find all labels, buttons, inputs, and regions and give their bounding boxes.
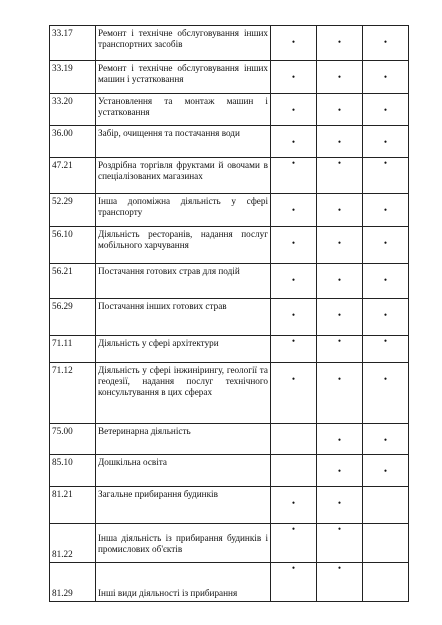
activity-name: Ремонт і технічне обслуговування інших машин і устатковання xyxy=(96,61,271,94)
bullet-mark: • xyxy=(337,158,342,168)
activity-code: 33.20 xyxy=(50,94,96,126)
activity-name: Установлення та монтаж машин і устатковання xyxy=(96,94,271,126)
activity-name: Постачання інших готових страв xyxy=(96,299,271,336)
mark-cell xyxy=(317,336,363,363)
mark-cell xyxy=(363,363,409,424)
bullet-mark: • xyxy=(383,72,388,82)
mark-cell xyxy=(271,227,317,264)
activity-code: 33.19 xyxy=(50,61,96,94)
activity-name: Інша допоміжна діяльність у сфері транспорту xyxy=(96,194,271,227)
mark-cell xyxy=(363,26,409,61)
bullet-mark: • xyxy=(291,498,296,508)
bullet-mark: • xyxy=(383,158,388,168)
bullet-mark: • xyxy=(383,435,388,445)
activity-name: Діяльність у сфері інжинірингу, геології та геодезії, надання послуг технічного консультування в цих сферах xyxy=(96,363,271,424)
bullet-mark: • xyxy=(383,238,388,248)
bullet-mark: • xyxy=(291,275,296,285)
activity-code: 56.10 xyxy=(50,227,96,264)
table-row xyxy=(50,524,409,563)
activity-code: 56.29 xyxy=(50,299,96,336)
bullet-mark: • xyxy=(291,238,296,248)
kved-activity-table xyxy=(49,25,409,602)
table-row xyxy=(50,26,409,61)
table-row xyxy=(50,61,409,94)
bullet-mark: • xyxy=(337,72,342,82)
bullet-mark: • xyxy=(337,310,342,320)
activity-code: 36.00 xyxy=(50,126,96,158)
activity-code: 81.21 xyxy=(50,487,96,524)
activity-code: 81.29 xyxy=(50,563,96,602)
bullet-mark: • xyxy=(383,275,388,285)
bullet-mark: • xyxy=(291,137,296,147)
table-row xyxy=(50,563,409,602)
bullet-mark: • xyxy=(291,205,296,215)
bullet-mark: • xyxy=(291,524,296,534)
bullet-mark: • xyxy=(291,72,296,82)
mark-cell xyxy=(363,158,409,194)
mark-cell xyxy=(271,26,317,61)
bullet-mark: • xyxy=(291,563,296,573)
bullet-mark: • xyxy=(383,466,388,476)
bullet-mark: • xyxy=(383,205,388,215)
bullet-mark: • xyxy=(337,238,342,248)
mark-cell xyxy=(271,563,317,602)
activity-name: Ветеринарна діяльність xyxy=(96,424,271,455)
mark-cell xyxy=(271,94,317,126)
activity-name: Інша діяльність із прибирання будинків і промислових об'єктів xyxy=(96,524,271,563)
bullet-mark: • xyxy=(337,374,342,384)
mark-cell xyxy=(363,126,409,158)
bullet-mark: • xyxy=(337,336,342,346)
mark-cell xyxy=(271,487,317,524)
activity-code: 71.12 xyxy=(50,363,96,424)
bullet-mark: • xyxy=(337,275,342,285)
bullet-mark: • xyxy=(291,158,296,168)
bullet-mark: • xyxy=(383,310,388,320)
mark-cell xyxy=(363,455,409,487)
mark-cell xyxy=(317,94,363,126)
bullet-mark: • xyxy=(383,137,388,147)
activity-name: Забір, очищення та постачання води xyxy=(96,126,271,158)
activity-name: Діяльність у сфері архітектури xyxy=(96,336,271,363)
table-row xyxy=(50,424,409,455)
mark-cell xyxy=(271,336,317,363)
activity-name: Інші види діяльності із прибирання xyxy=(96,563,271,602)
activity-code: 47.21 xyxy=(50,158,96,194)
mark-cell xyxy=(271,363,317,424)
activity-code: 56.21 xyxy=(50,264,96,299)
mark-cell xyxy=(271,524,317,563)
mark-cell xyxy=(271,126,317,158)
table-row xyxy=(50,126,409,158)
bullet-mark: • xyxy=(337,466,342,476)
mark-cell xyxy=(317,26,363,61)
activity-code: 85.10 xyxy=(50,455,96,487)
mark-cell xyxy=(317,563,363,602)
activity-name: Діяльність ресторанів, надання послуг мобільного харчування xyxy=(96,227,271,264)
mark-cell xyxy=(317,455,363,487)
mark-cell xyxy=(363,61,409,94)
bullet-mark: • xyxy=(337,105,342,115)
table-row xyxy=(50,94,409,126)
activity-code: 81.22 xyxy=(50,524,96,563)
bullet-mark: • xyxy=(383,336,388,346)
activity-name: Загальне прибирання будинків xyxy=(96,487,271,524)
mark-cell xyxy=(363,194,409,227)
mark-cell xyxy=(363,563,409,602)
table-row xyxy=(50,264,409,299)
mark-cell xyxy=(317,363,363,424)
bullet-mark: • xyxy=(383,37,388,47)
bullet-mark: • xyxy=(337,435,342,445)
table-row xyxy=(50,455,409,487)
bullet-mark: • xyxy=(383,105,388,115)
mark-cell xyxy=(363,227,409,264)
mark-cell xyxy=(271,158,317,194)
bullet-mark: • xyxy=(337,563,342,573)
mark-cell xyxy=(317,487,363,524)
bullet-mark: • xyxy=(337,137,342,147)
bullet-mark: • xyxy=(291,374,296,384)
mark-cell xyxy=(363,524,409,563)
mark-cell xyxy=(317,264,363,299)
activity-name: Дошкільна освіта xyxy=(96,455,271,487)
table-row xyxy=(50,227,409,264)
mark-cell xyxy=(271,61,317,94)
bullet-mark: • xyxy=(337,205,342,215)
mark-cell xyxy=(271,194,317,227)
mark-cell xyxy=(317,126,363,158)
table-row xyxy=(50,194,409,227)
bullet-mark: • xyxy=(337,498,342,508)
table-row xyxy=(50,363,409,424)
mark-cell xyxy=(317,158,363,194)
table-row xyxy=(50,336,409,363)
activity-name: Ремонт і технічне обслуговування інших транспортних засобів xyxy=(96,26,271,61)
bullet-mark: • xyxy=(291,37,296,47)
table-row xyxy=(50,158,409,194)
activity-name: Постачання готових страв для подій xyxy=(96,264,271,299)
bullet-mark: • xyxy=(337,37,342,47)
mark-cell xyxy=(363,424,409,455)
mark-cell xyxy=(363,336,409,363)
bullet-mark: • xyxy=(383,374,388,384)
mark-cell xyxy=(317,61,363,94)
activity-code: 75.00 xyxy=(50,424,96,455)
bullet-mark: • xyxy=(291,310,296,320)
mark-cell xyxy=(317,227,363,264)
mark-cell xyxy=(363,299,409,336)
mark-cell xyxy=(363,94,409,126)
activity-code: 33.17 xyxy=(50,26,96,61)
activity-code: 52.29 xyxy=(50,194,96,227)
mark-cell xyxy=(363,487,409,524)
bullet-mark: • xyxy=(337,524,342,534)
mark-cell xyxy=(317,194,363,227)
mark-cell xyxy=(317,424,363,455)
mark-cell xyxy=(317,299,363,336)
mark-cell xyxy=(271,424,317,455)
table-row xyxy=(50,299,409,336)
mark-cell xyxy=(317,524,363,563)
bullet-mark: • xyxy=(291,105,296,115)
mark-cell xyxy=(271,455,317,487)
activity-name: Роздрібна торгівля фруктами й овочами в спеціалізованих магазинах xyxy=(96,158,271,194)
mark-cell xyxy=(363,264,409,299)
bullet-mark: • xyxy=(291,336,296,346)
table-row xyxy=(50,487,409,524)
mark-cell xyxy=(271,299,317,336)
activity-code: 71.11 xyxy=(50,336,96,363)
mark-cell xyxy=(271,264,317,299)
